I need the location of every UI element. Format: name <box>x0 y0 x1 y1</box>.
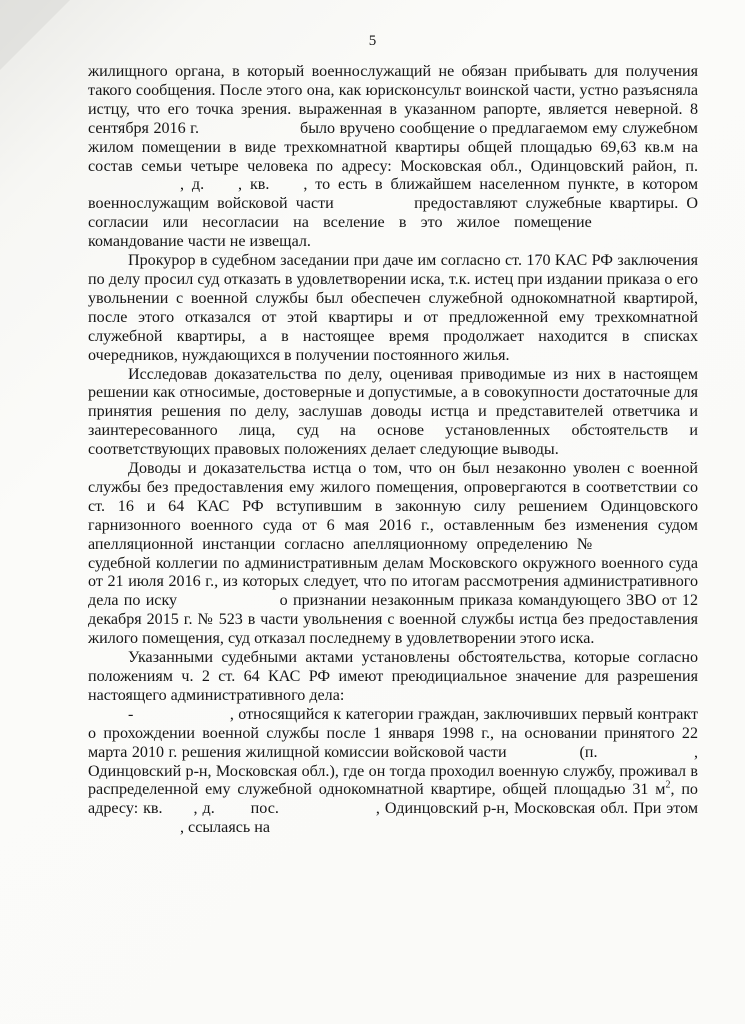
page-number: 5 <box>368 33 377 49</box>
paragraph-5: Указанными судебными актами установлены обстоятельства, которые согласно положениям ч. 2 ст. 64 КАС РФ имеют преюдициальное значение для разрешения настоящего административного дела: <box>88 649 698 704</box>
paragraph-6: - , относящийся к категории граждан, заключивших первый контракт о прохождении военной службы после 1 января 1998 г., на основании принятого 22 марта 2010 г. решения жилищной комиссии войсковой части (п. , Одинцовский р-н, Московская обл.), где он тогда проходил военную службу, проживал в распределенной ему служебной однокомнатной квартире, общей площадью 31 $м^2$, по адресу: кв. , д. пос. , Одинцовский р-н, Московская обл. При этом , ссылаясь на <box>88 705 699 837</box>
paragraph-2: Прокурор в судебном заседании при даче им согласно ст. 170 КАС РФ заключения по делу просил суд отказать в удовлетворении иска, т.к. истец при издании приказа о его увольнении с военной службы был обеспечен служебной однокомнатной квартирой, после этого отказался от этой квартиры и от предложенной ему трехкомнатной служебной квартиры, а в настоящее время продолжает находится в списках очередников, нуждающихся в получении постоянного жилья. <box>88 252 698 364</box>
superscript-2: 2 <box>665 780 671 792</box>
paragraph-4: Доводы и доказательства истца о том, что он был незаконно уволен с военной службы без предоставления ему жилого помещения, опровергаются в соответствии со ст. 16 и 64 КАС РФ вступившим в законную силу решением Одинцовского гарнизонного военного суда от 6 мая 2016 г., оставленным без изменения судом апелляционной инстанции согласно апелляционному определению № судебной коллегии по административным делам Московского окружного военного суда от 21 июля 2016 г., из которых следует, что по итогам рассмотрения административного дела по иску о признании незаконным приказа командующего ЗВО от 12 декабря 2015 г. № 523 в части увольнения с военной службы истца без предоставления жилого помещения, суд отказал последнему в удовлетворении этого иска. <box>88 460 698 648</box>
paragraph-1: жилищного органа, в который военнослужащий не обязан прибывать для получения такого сообщения. После этого она, как юрисконсульт воинской части, устно разъясняла истцу, что его точка зрения. выраженная в указанном рапорте, является неверной. 8 сентября 2016 г. было вручено сообщение о предлагаемом ему служебном жилом помещении в виде трехкомнатной квартиры общей площадью 69,63 кв.м на состав семьи четыре человека по адресу: Московская обл., Одинцовский район, п. , д. , кв. , то есть в ближайшем населенном пункте, в котором военнослужащим войсковой части предоставляют служебные квартиры. О согласии или несогласии на вселение в это жилое помещение командование части не извещал. <box>88 63 698 251</box>
paragraph-3: Исследовав доказательства по делу, оценивая приводимые из них в настоящем решении как относимые, достоверные и допустимые, а в совокупности достаточные для принятия решения по делу, заслушав доводы истца и представителей ответчика и заинтересованного лица, суд на основе установленных обстоятельств и соответствующих правовых положениях делает следующие выводы. <box>88 365 698 459</box>
document-body <box>88 63 698 838</box>
